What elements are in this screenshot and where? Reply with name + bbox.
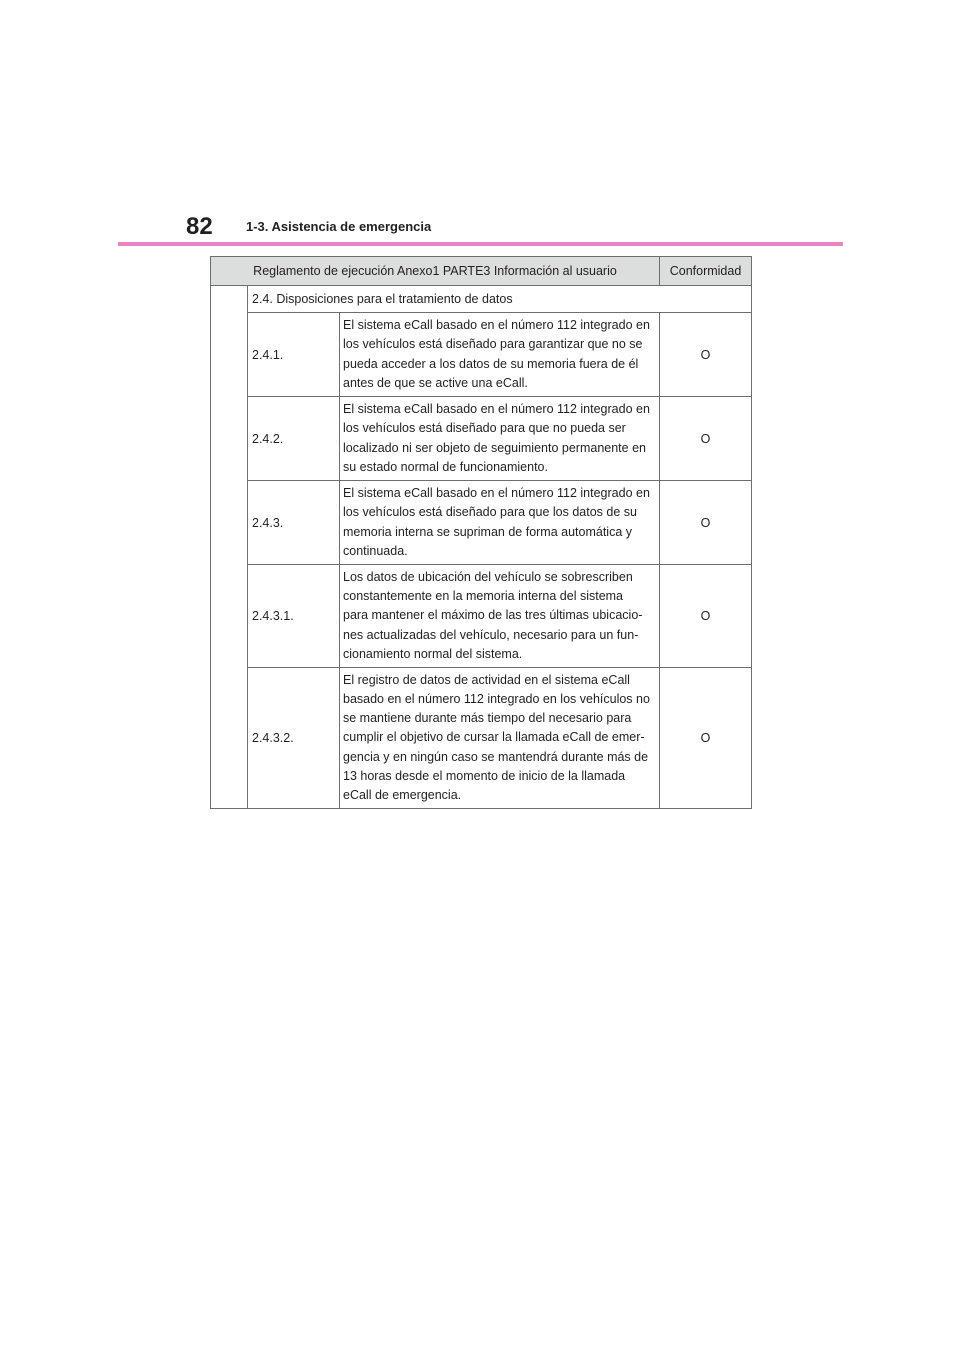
- table-row: [211, 397, 752, 481]
- table-row: [211, 668, 752, 809]
- text-line: basado en el número 112 integrado en los vehículos no: [343, 691, 650, 706]
- text-line: constantemente en la memoria interna del sistema: [343, 589, 624, 604]
- row-conformity: O: [660, 481, 752, 565]
- regulation-table: [210, 256, 752, 809]
- text-line: localizado ni ser objeto de seguimiento permanente en: [343, 440, 646, 455]
- section-heading-row: [211, 286, 752, 313]
- row-number: 2.4.3.: [248, 481, 340, 565]
- text-line: los vehículos está diseñado para que no pueda ser: [343, 421, 626, 436]
- row-text: [340, 481, 660, 565]
- text-line: para mantener el máximo de las tres últimas ubicacio-: [343, 608, 643, 623]
- text-line: El sistema eCall basado en el número 112 integrado en: [343, 318, 650, 333]
- row-text: [340, 565, 660, 668]
- row-text: [340, 313, 660, 397]
- table-header-row: [211, 257, 752, 286]
- text-line: nes actualizadas del vehículo, necesario para un fun-: [343, 627, 639, 642]
- text-line: cionamiento normal del sistema.: [343, 646, 523, 661]
- text-line: cumplir el objetivo de cursar la llamada eCall de emer-: [343, 730, 645, 745]
- page-number: 82: [186, 213, 213, 240]
- row-text: [340, 668, 660, 809]
- text-line: se mantiene durante más tiempo del necesario para: [343, 711, 632, 726]
- text-line: los vehículos está diseñado para garantizar que no se: [343, 337, 643, 352]
- row-conformity: O: [660, 313, 752, 397]
- row-number: 2.4.3.1.: [248, 565, 340, 668]
- header-divider: [118, 242, 843, 246]
- column-header-conformity: Conformidad: [660, 257, 752, 286]
- section-heading: 2.4. Disposiciones para el tratamiento de datos: [248, 286, 752, 313]
- text-line: los vehículos está diseñado para que los datos de su: [343, 505, 637, 520]
- text-line: continuada.: [343, 543, 408, 558]
- text-line: eCall de emergencia.: [343, 788, 462, 802]
- row-conformity: O: [660, 397, 752, 481]
- text-line: El registro de datos de actividad en el sistema eCall: [343, 672, 630, 687]
- text-line: su estado normal de funcionamiento.: [343, 459, 548, 474]
- text-line: memoria interna se supriman de forma automática y: [343, 524, 633, 539]
- text-line: El sistema eCall basado en el número 112 integrado en: [343, 402, 650, 417]
- row-text: [340, 397, 660, 481]
- text-line: gencia y en ningún caso se mantendrá durante más de: [343, 749, 649, 764]
- row-number: 2.4.3.2.: [248, 668, 340, 809]
- text-line: Los datos de ubicación del vehículo se sobrescriben: [343, 569, 633, 584]
- text-line: 13 horas desde el momento de inicio de la llamada: [343, 768, 626, 783]
- row-conformity: O: [660, 565, 752, 668]
- text-line: pueda acceder a los datos de su memoria fuera de él: [343, 356, 639, 371]
- row-number: 2.4.1.: [248, 313, 340, 397]
- row-conformity: O: [660, 668, 752, 809]
- text-line: antes de que se active una eCall.: [343, 375, 528, 390]
- column-header-regulation: Reglamento de ejecución Anexo1 PARTE3 Información al usuario: [211, 257, 660, 286]
- blank-indent-cell: [211, 286, 248, 809]
- section-title: 1-3. Asistencia de emergencia: [246, 219, 432, 234]
- row-number: 2.4.2.: [248, 397, 340, 481]
- table-row: [211, 565, 752, 668]
- table-row: [211, 481, 752, 565]
- table-row: [211, 313, 752, 397]
- text-line: El sistema eCall basado en el número 112 integrado en: [343, 486, 650, 501]
